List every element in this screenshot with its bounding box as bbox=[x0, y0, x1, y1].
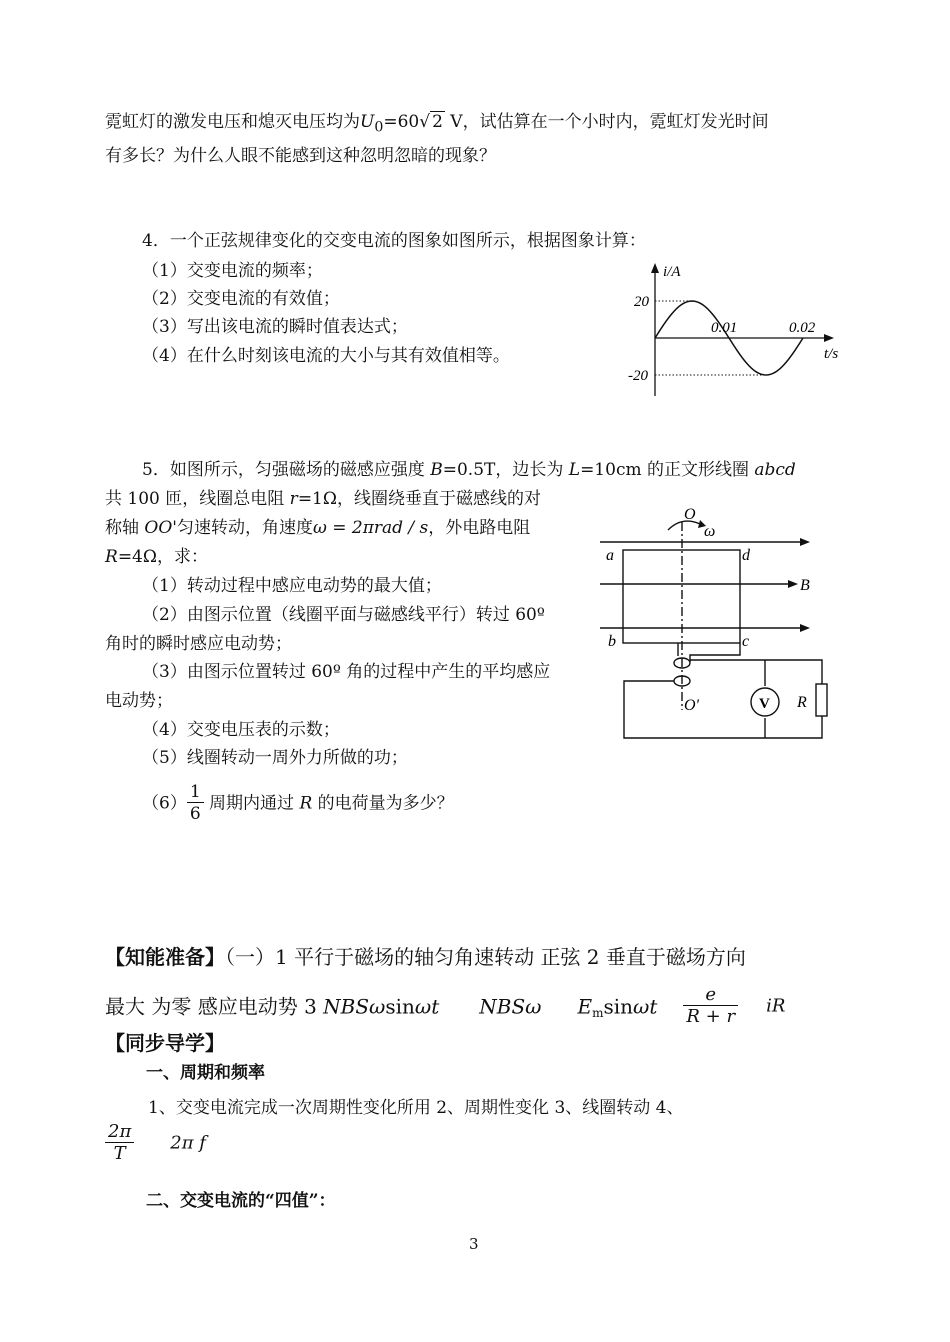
label-c: c bbox=[742, 633, 750, 650]
r-symbol: R bbox=[299, 793, 313, 814]
current-chart bbox=[620, 258, 850, 398]
y-axis-arrow bbox=[651, 263, 659, 273]
arrow-head bbox=[788, 580, 798, 588]
one-sixth bbox=[187, 782, 204, 825]
circuit-wire bbox=[624, 660, 822, 738]
frac-den: R + r bbox=[686, 1006, 736, 1027]
frac-num: 1 bbox=[187, 782, 204, 803]
q5-item-5: （5）线圈转动一周外力所做的功； bbox=[142, 748, 408, 768]
q5-item-3-cont: 电动势； bbox=[105, 691, 173, 711]
q5-line-4 bbox=[105, 545, 208, 569]
label-b: b bbox=[608, 633, 616, 650]
formula-em-sub: m bbox=[592, 1006, 604, 1020]
formula-sin: sin bbox=[385, 994, 415, 1019]
lead-wire bbox=[690, 643, 740, 662]
q5-text: （6） bbox=[142, 793, 187, 814]
q5-text: 的电荷量为多少？ bbox=[312, 793, 454, 814]
formula-ir: iR bbox=[766, 995, 786, 1017]
q4-item-4: （4）在什么时刻该电流的大小与其有效值相等。 bbox=[142, 346, 510, 366]
r-symbol: R bbox=[105, 547, 118, 567]
intro-text: 霓虹灯的激发电压和熄灭电压均为 bbox=[105, 112, 360, 132]
omega-formula: ω = 2πrad / s bbox=[312, 518, 429, 538]
u-value: =60 bbox=[383, 112, 420, 132]
label-v: V bbox=[759, 696, 770, 712]
q4-item-2: （2）交变电流的有效值； bbox=[142, 289, 340, 309]
formula-line bbox=[105, 1122, 206, 1165]
q5-item-4: （4）交变电压表的示数； bbox=[142, 720, 340, 740]
q5-item-1: （1）转动过程中感应电动势的最大值； bbox=[142, 576, 442, 596]
q5-item-2: （2）由图示位置（线圈平面与磁感线平行）转过 60º bbox=[142, 605, 545, 625]
label-b-field: B bbox=[800, 577, 810, 594]
q5-line-3 bbox=[105, 516, 530, 540]
answers-line-2 bbox=[105, 985, 785, 1028]
label-r: R bbox=[797, 694, 807, 711]
q5-text: =4Ω，求： bbox=[117, 547, 208, 567]
q5-text: ，外电路电阻 bbox=[428, 518, 531, 538]
answers-line-1 bbox=[105, 943, 746, 971]
x-axis-label: t/s bbox=[824, 346, 839, 362]
formula-wt: ωt bbox=[414, 994, 440, 1019]
y-axis-label: i/A bbox=[663, 264, 681, 280]
label-o: O bbox=[684, 506, 696, 523]
q5-text: =1Ω，线圈绕垂直于磁感线的对 bbox=[297, 489, 541, 509]
abcd-symbol: abcd bbox=[754, 460, 796, 480]
b-symbol: B bbox=[430, 460, 443, 480]
resistor bbox=[816, 684, 827, 716]
x-tick-label-001: 0.01 bbox=[711, 320, 738, 336]
frac-den: T bbox=[113, 1143, 126, 1164]
label-o-prime: O' bbox=[684, 697, 699, 714]
x-axis-arrow bbox=[824, 334, 834, 342]
label-a: a bbox=[606, 547, 614, 564]
x-tick-label-002: 0.02 bbox=[789, 320, 816, 336]
q5-text: 周期内通过 bbox=[203, 793, 300, 814]
frac-den: 6 bbox=[189, 804, 201, 824]
two-pi-f: 2π f bbox=[170, 1132, 206, 1154]
u-subscript: 0 bbox=[374, 119, 384, 136]
r-symbol: r bbox=[289, 489, 298, 509]
q5-text: 匀速转动，角速度 bbox=[176, 518, 313, 538]
q5-text: =0.5T，边长为 bbox=[442, 460, 569, 480]
q5-text: 5．如图所示，匀强磁场的磁感应强度 bbox=[142, 460, 431, 480]
arrow-head bbox=[800, 538, 810, 546]
q5-text: 共 100 匝，线圈总电阻 bbox=[105, 489, 290, 509]
q5-line-2 bbox=[105, 487, 541, 511]
q4-item-1: （1）交变电流的频率； bbox=[142, 261, 323, 281]
sync-heading: 【同步导学】 bbox=[105, 1031, 225, 1055]
section-1-line: 1、交变电流完成一次周期性变化所用 2、周期性变化 3、线圈转动 4、 bbox=[148, 1098, 684, 1118]
coil-diagram bbox=[600, 500, 850, 745]
q5-item-2-cont: 角时的瞬时感应电动势； bbox=[105, 634, 292, 654]
sqrt-sign: √ bbox=[419, 112, 431, 132]
page-number: 3 bbox=[469, 1235, 479, 1253]
frac-num: e bbox=[683, 985, 738, 1006]
arrow-head bbox=[800, 624, 810, 632]
q4-intro: 4．一个正弦规律变化的交变电流的图象如图所示，根据图象计算： bbox=[142, 231, 646, 251]
q5-item-6 bbox=[142, 782, 454, 825]
q4-item-3: （3）写出该电流的瞬时值表达式； bbox=[142, 317, 408, 337]
intro-text-tail: V，试估算在一个小时内，霓虹灯发光时间 bbox=[444, 112, 769, 132]
answers-text: 最大 为零 感应电动势 3 bbox=[105, 994, 324, 1019]
label-omega: ω bbox=[704, 523, 716, 540]
sqrt-value: 2 bbox=[432, 112, 443, 132]
y-tick-label-neg20: -20 bbox=[628, 368, 648, 384]
q5-text: =10cm 的正文形线圈 bbox=[580, 460, 755, 480]
formula-wt: ωt bbox=[633, 994, 658, 1019]
q5-line-1 bbox=[142, 458, 796, 482]
formula-em: E bbox=[577, 994, 593, 1019]
two-pi-over-t bbox=[105, 1122, 134, 1165]
formula-nbs: NBSω bbox=[479, 994, 542, 1019]
q5-item-3: （3）由图示位置转过 60º 角的过程中产生的平均感应 bbox=[142, 662, 551, 682]
y-tick-label-20: 20 bbox=[634, 294, 649, 310]
section-1-title: 一、周期和频率 bbox=[146, 1063, 265, 1083]
section-2-title: 二、交变电流的“四值”： bbox=[146, 1191, 336, 1211]
knowledge-heading: 【知能准备】 bbox=[105, 945, 225, 969]
q5-text: 称轴 bbox=[105, 518, 145, 538]
u-symbol: U bbox=[360, 112, 375, 132]
axis-symbol: OO' bbox=[144, 518, 177, 538]
answers-text: （一）1 平行于磁场的轴匀角速转动 正弦 2 垂直于磁场方向 bbox=[225, 945, 746, 969]
intro-line-2: 有多长？为什么人眼不能感到这种忽明忽暗的现象？ bbox=[105, 146, 496, 166]
formula-sin: sin bbox=[603, 994, 634, 1019]
intro-line-1 bbox=[105, 110, 769, 139]
frac-num: 2π bbox=[105, 1122, 134, 1143]
formula-nbs: NBSω bbox=[323, 994, 386, 1019]
l-symbol: L bbox=[568, 460, 581, 480]
formula-fraction bbox=[683, 985, 738, 1028]
label-d: d bbox=[742, 547, 750, 564]
